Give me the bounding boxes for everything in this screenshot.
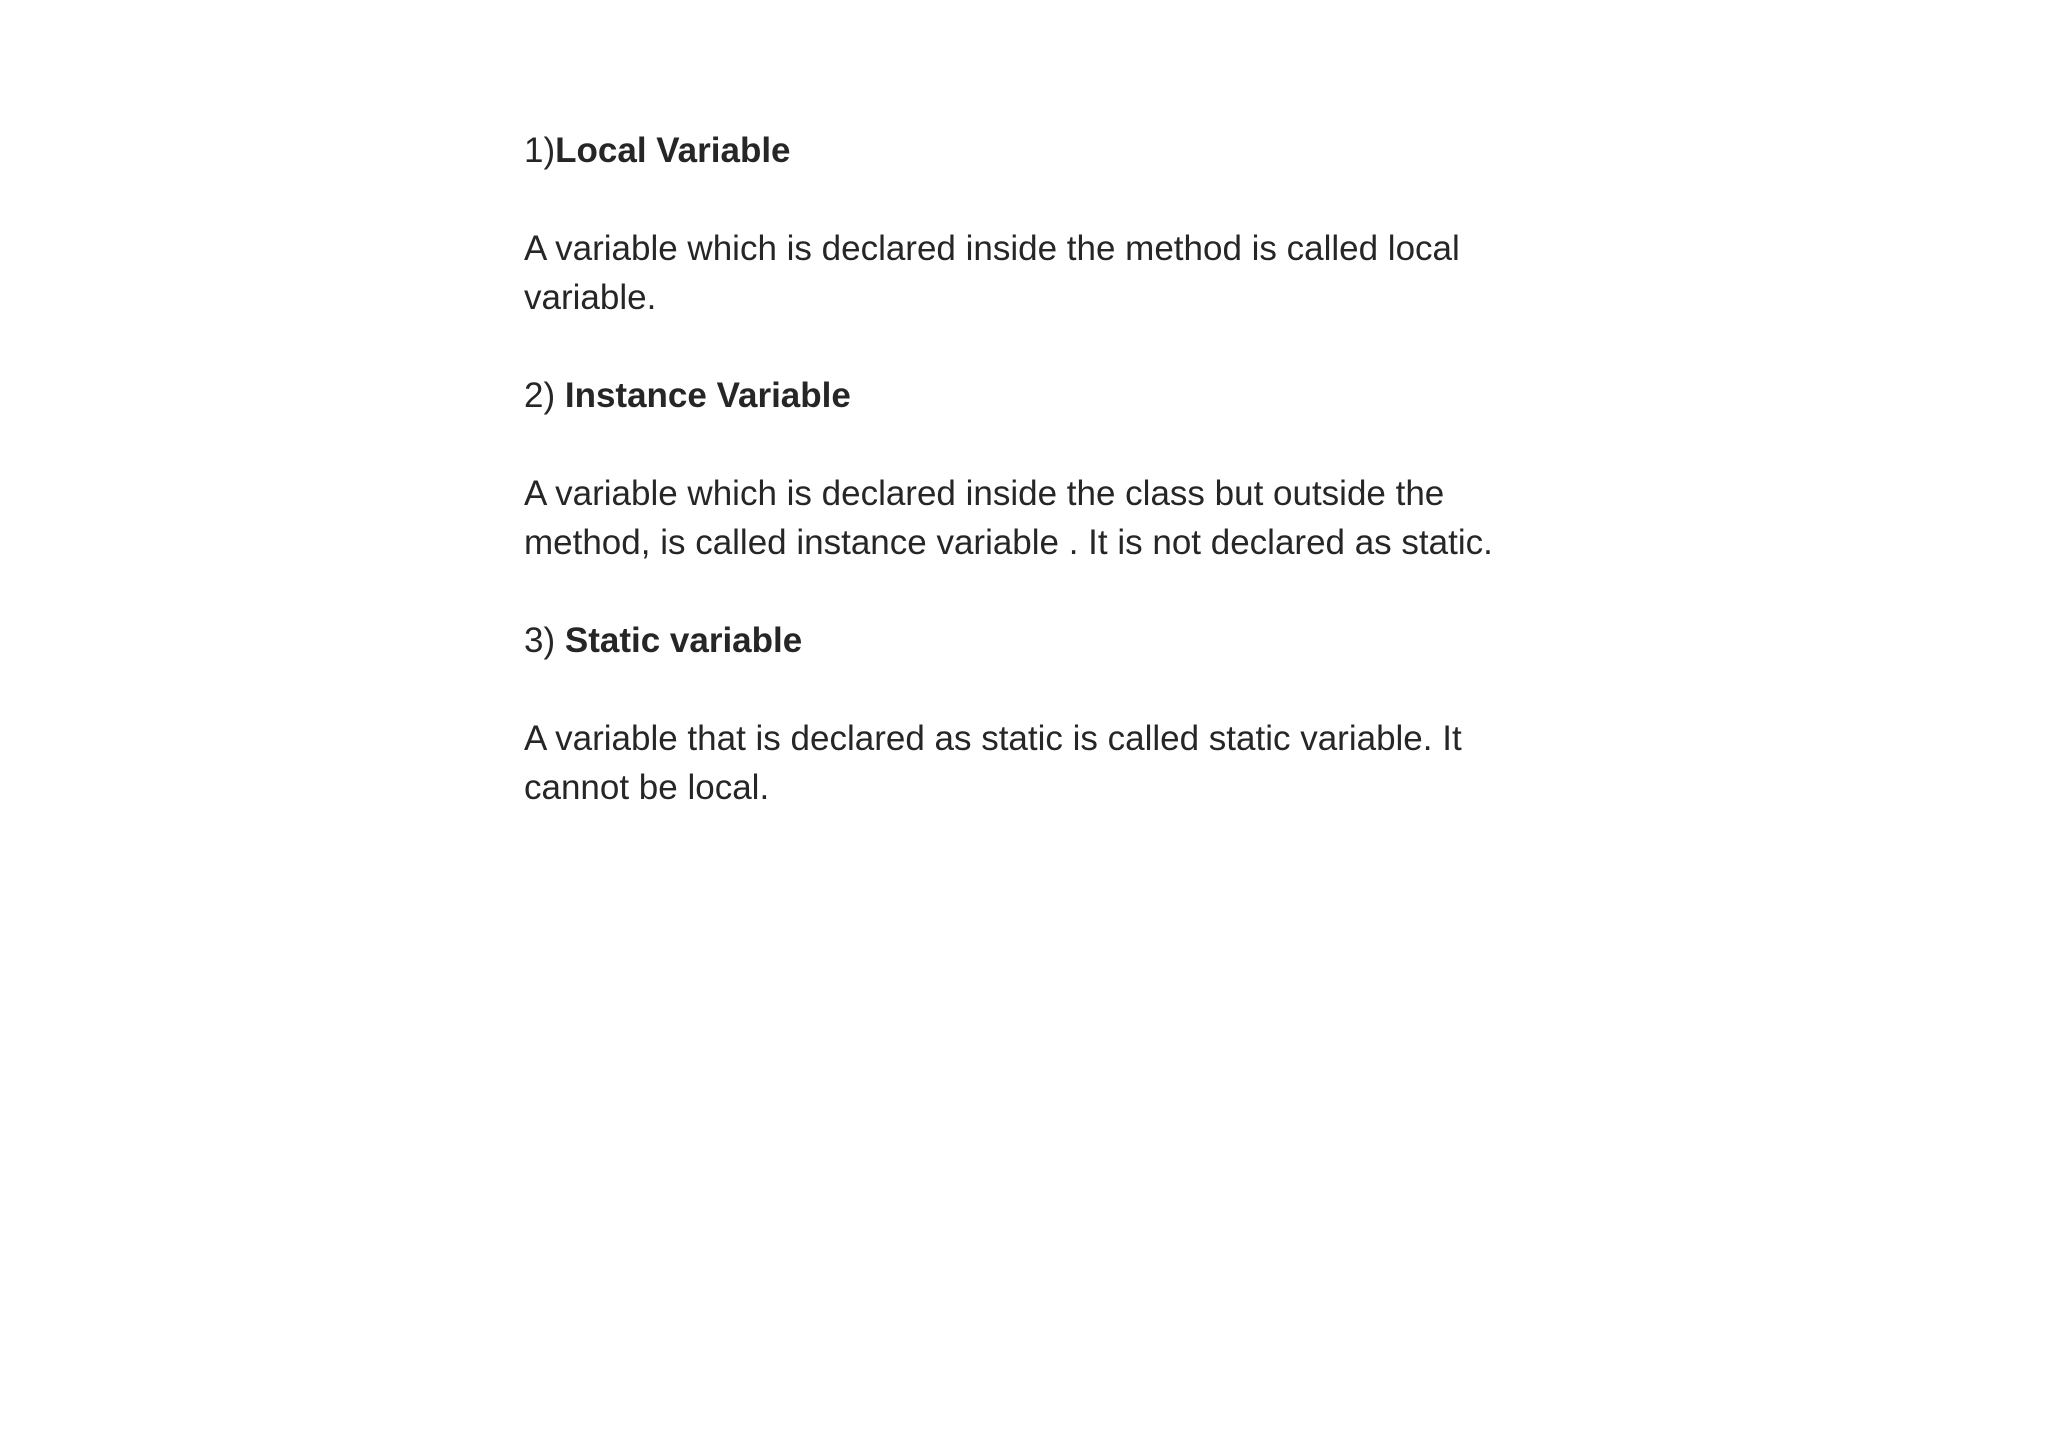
section-heading-local-variable — [524, 126, 1564, 175]
section-body-static-variable: A variable that is declared as static is called static variable. It cannot be local. — [524, 719, 1462, 807]
section-number: 3) — [524, 621, 565, 660]
document-content — [524, 126, 1564, 861]
section-number: 2) — [524, 376, 565, 415]
section-title: Instance Variable — [564, 376, 851, 415]
section-body-instance-variable: A variable which is declared inside the class but outside the method, is called instance variable . It is not declared as static. — [524, 474, 1493, 562]
section-body-local-variable: A variable which is declared inside the method is called local variable. — [524, 229, 1460, 317]
section-heading-static-variable — [524, 616, 1564, 665]
section-title: Static variable — [564, 621, 803, 660]
section-title: Local Variable — [555, 131, 791, 170]
section-number: 1) — [524, 131, 556, 170]
section-heading-instance-variable — [524, 371, 1564, 420]
